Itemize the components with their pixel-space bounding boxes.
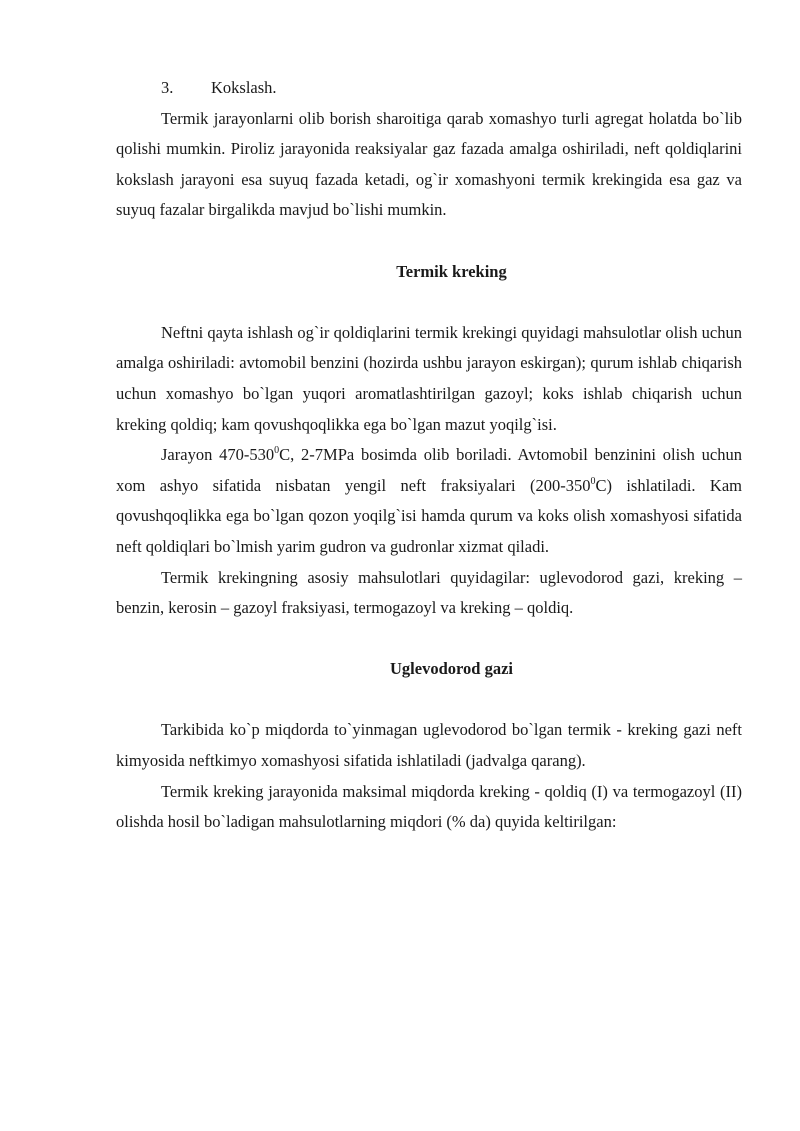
document-page bbox=[116, 73, 742, 838]
spacer bbox=[116, 624, 742, 655]
superscript-degree: 0 bbox=[590, 475, 596, 487]
list-item bbox=[116, 73, 742, 104]
heading-uglevodorod-gazi: Uglevodorod gazi bbox=[390, 659, 513, 679]
spacer bbox=[116, 287, 742, 318]
paragraph-jarayon-part-b: C, 2-7MPa bosimda olib boriladi. Avtomobil benzinini olish uchun xom ashyo sifatida nisbatan yengil neft fraksiyalari (200-350 bbox=[116, 445, 742, 495]
spacer bbox=[116, 226, 742, 257]
paragraph-tarkibida: Tarkibida ko`p miqdorda to`yinmagan uglevodorod bo`lgan termik - kreking gazi neft kimyosida neftkimyo xomashyosi sifatida ishlatiladi (jadvalga qarang). bbox=[116, 720, 742, 771]
list-item-number: 3. bbox=[161, 78, 174, 97]
superscript-degree: 0 bbox=[274, 445, 280, 457]
heading-termik-kreking: Termik kreking bbox=[396, 261, 507, 281]
spacer bbox=[116, 685, 742, 716]
paragraph-maksimal-miqdor: Termik kreking jarayonida maksimal miqdorda kreking - qoldiq (I) va termogazoyl (II) olishda hosil bo`ladigan mahsulotlarning miqdori (% da) quyida keltirilgan: bbox=[116, 781, 742, 832]
paragraph-jarayon-part-a: Jarayon 470-530 bbox=[161, 445, 275, 465]
paragraph-termik-jarayonlar: Termik jarayonlarni olib borish sharoitiga qarab xomashyo turli agregat holatda bo`lib qolishi mumkin. Piroliz jarayonida reaksiyalar gaz fazada amalga oshiriladi, neft qoldiqlarini kokslash jarayoni esa suyuq fazada ketadi, og`ir xomashyoni termik krekingida esa gaz va suyuq fazalar birgalikda mavjud bo`lishi mumkin. bbox=[116, 108, 742, 220]
paragraph-jarayon bbox=[116, 440, 742, 562]
list-item-label: Kokslash. bbox=[211, 78, 277, 97]
paragraph-jarayon-part-c: C) ishlatiladi. Kam qovushqoqlikka ega bo`lgan qozon yoqilg`isi hamda qurum va koks olish xomashyosi sifatida neft qoldiqlari bo`lmish yarim gudron va gudronlar xizmat qiladi. bbox=[116, 475, 742, 556]
paragraph-neftni-qayta-ishlash: Neftni qayta ishlash og`ir qoldiqlarini termik krekingi quyidagi mahsulotlar olish uchun amalga oshiriladi: avtomobil benzini (hozirda ushbu jarayon eskirgan); qurum ishlab chiqarish uchun xomashyo bo`lgan yuqori aromatlashtirilgan gazoyl; koks ishlab chiqarish uchun kreking qoldiq; kam qovushqoqlikka ega bo`lgan mazut yoqilg`isi. bbox=[116, 322, 742, 434]
paragraph-asosiy-mahsulotlar: Termik krekingning asosiy mahsulotlari quyidagilar: uglevodorod gazi, kreking – benzin, kerosin – gazoyl fraksiyasi, termogazoyl va kreking – qoldiq. bbox=[116, 567, 742, 618]
